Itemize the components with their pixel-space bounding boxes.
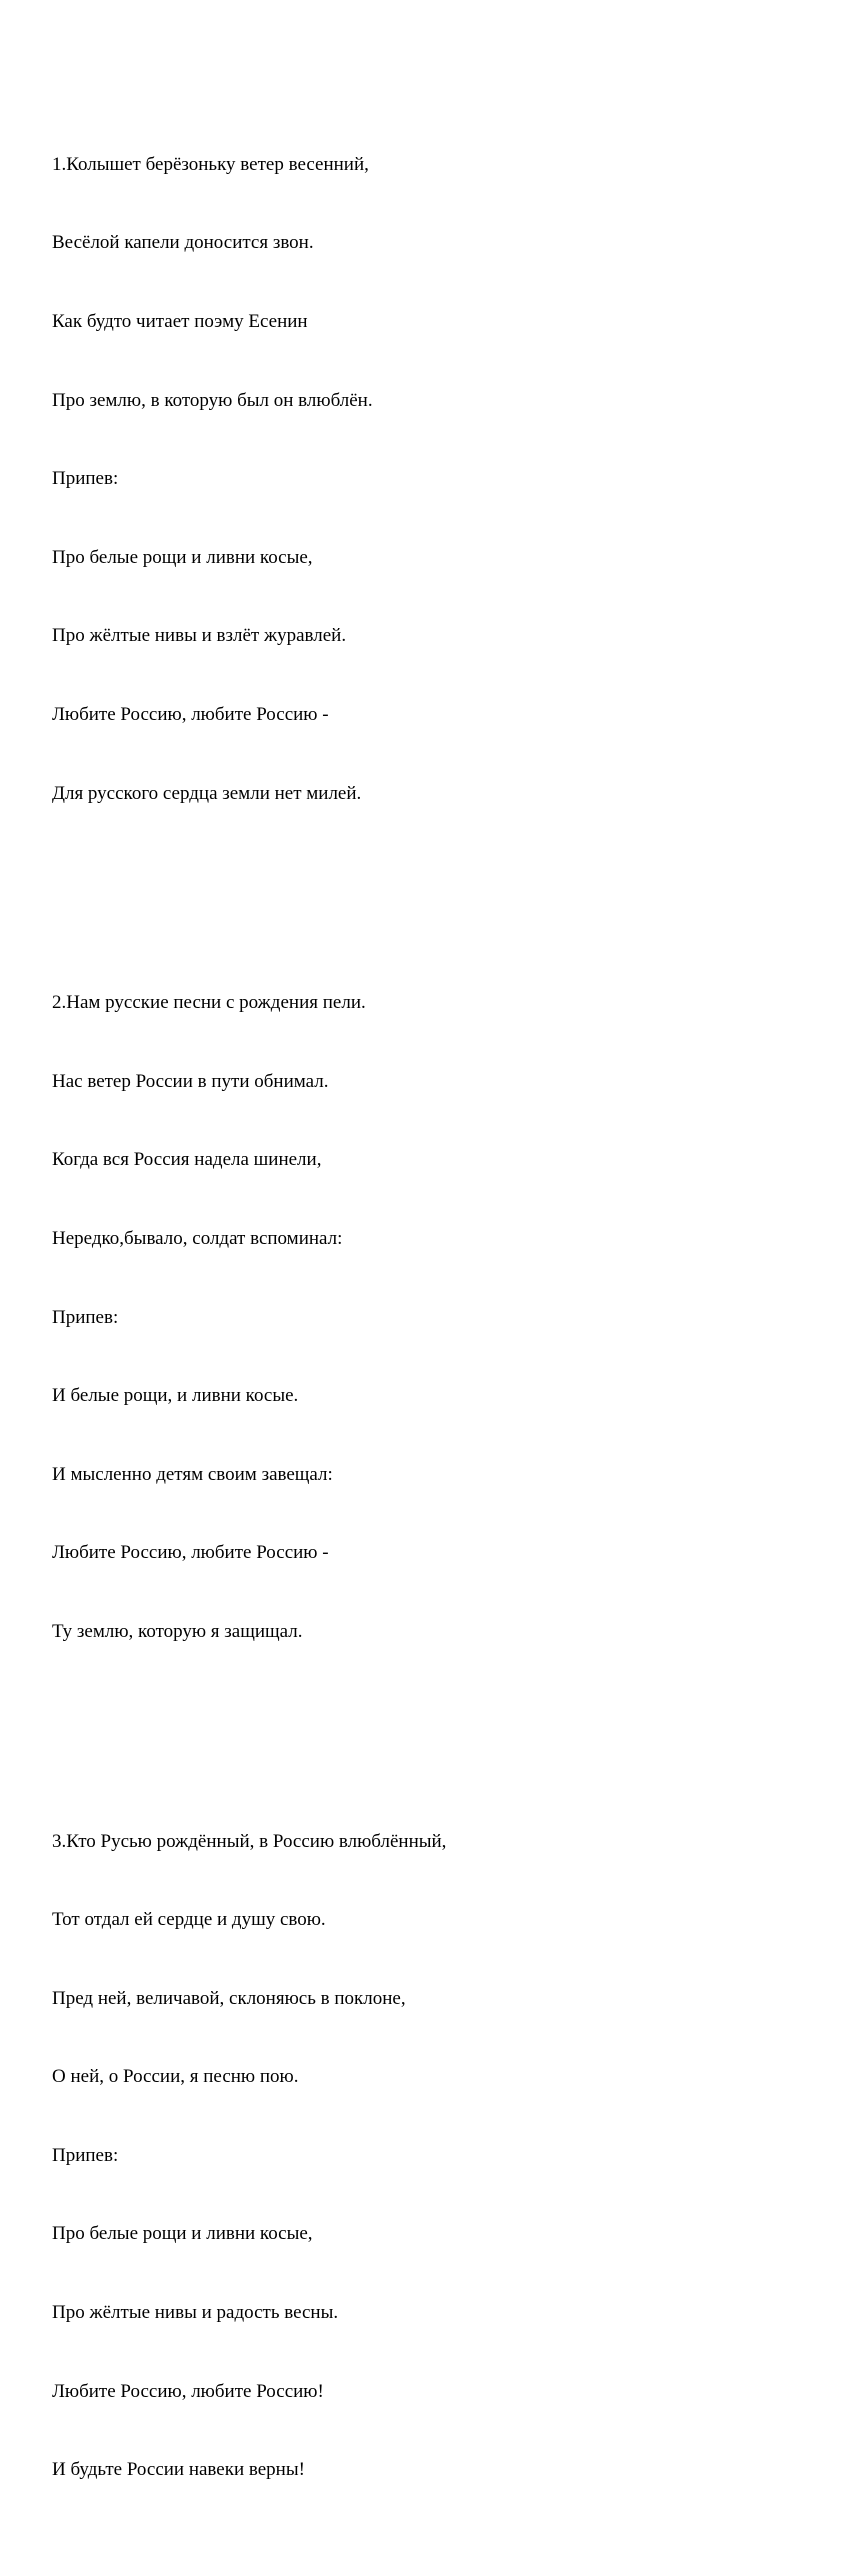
chorus-label: Припев: bbox=[52, 1306, 119, 1328]
chorus-label: Припев: bbox=[52, 2144, 119, 2166]
lyric-line: Ту землю, которую я защищал. bbox=[52, 1620, 303, 1642]
lyric-line: Про жёлтые нивы и взлёт журавлей. bbox=[52, 625, 347, 647]
lyric-line: И будьте России навеки верны! bbox=[52, 2459, 305, 2481]
lyric-line: Про землю, в которую был он влюблён. bbox=[52, 389, 373, 411]
lyric-line: Как будто читает поэму Есенин bbox=[52, 311, 308, 332]
lyric-line: Про жёлтые нивы и радость весны. bbox=[52, 2302, 339, 2324]
lyric-line: Про белые рощи и ливни косые, bbox=[52, 2223, 313, 2245]
lyric-line: 1.Колышет берёзоньку ветер весенний, bbox=[52, 153, 369, 175]
lyric-line: Любите Россию, любите Россию - bbox=[52, 703, 329, 725]
lyric-line: Пред ней, величавой, склоняюсь в поклоне, bbox=[52, 1987, 406, 2009]
lyric-line: И белые рощи, и ливни косые. bbox=[52, 1385, 299, 1407]
lyric-line: Нас ветер России в пути обнимал. bbox=[52, 1070, 329, 1092]
lyric-line: О ней, о России, я песню пою. bbox=[52, 2066, 299, 2088]
lyric-line: И мысленно детям своим завещал: bbox=[52, 1463, 333, 1485]
lyric-line: Для русского сердца земли нет милей. bbox=[52, 782, 362, 804]
chorus-label: Припев: bbox=[52, 468, 119, 490]
stanza-3 bbox=[52, 1776, 446, 2536]
lyric-line: 3.Кто Русью рождённый, в Россию влюблённый, bbox=[52, 1830, 447, 1852]
lyric-line: Любите Россию, любите Россию! bbox=[52, 2380, 324, 2402]
stanza-2 bbox=[52, 938, 446, 1698]
lyric-line: 2.Нам русские песни с рождения пели. bbox=[52, 992, 366, 1014]
lyric-line: Нередко,бывало, солдат вспоминал: bbox=[52, 1227, 343, 1249]
lyric-line: Любите Россию, любите Россию - bbox=[52, 1542, 329, 1564]
lyric-line: Про белые рощи и ливни косые, bbox=[52, 546, 313, 568]
lyric-line: Весёлой капели доносится звон. bbox=[52, 232, 314, 254]
lyric-line: Тот отдал ей сердце и душу свою. bbox=[52, 1909, 326, 1931]
lyric-line: Когда вся Россия надела шинели, bbox=[52, 1149, 322, 1171]
song-lyrics-document bbox=[52, 47, 446, 2562]
stanza-1 bbox=[52, 99, 446, 859]
